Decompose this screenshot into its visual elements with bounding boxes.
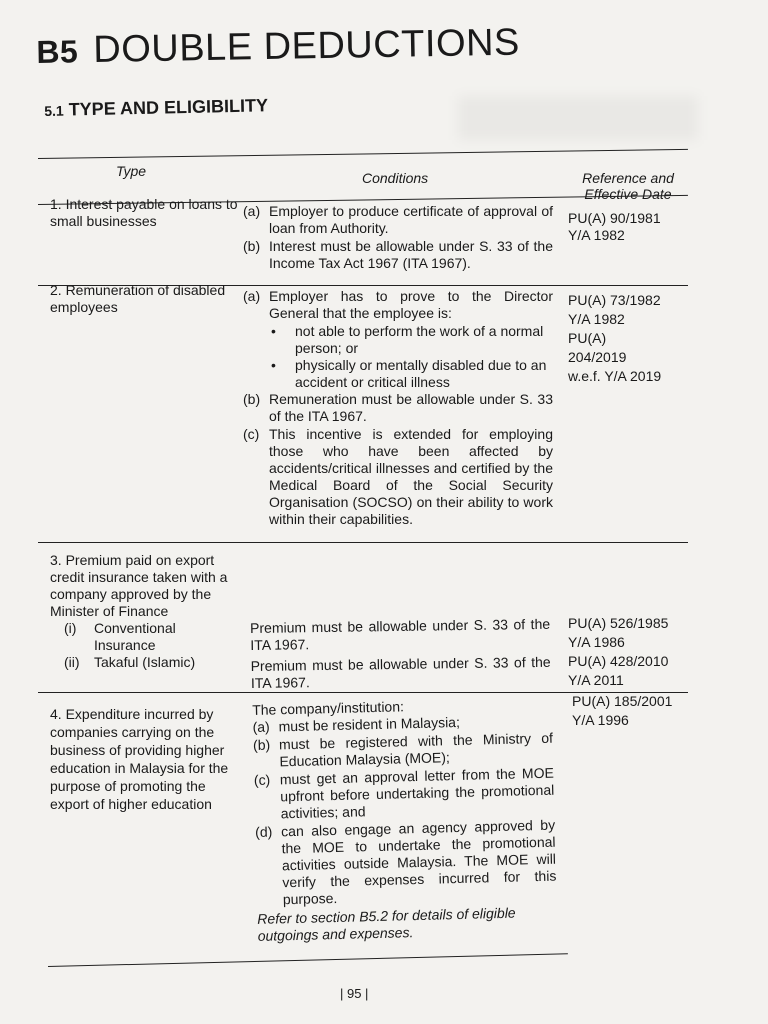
- table-bottom-rule: [48, 953, 568, 967]
- row-4-conditions: [252, 695, 558, 945]
- page-shadow: [458, 96, 698, 140]
- header-conditions: Conditions: [362, 170, 429, 186]
- table-top-rule: [38, 149, 688, 159]
- row-4-note: Refer to section B5.2 for details of eligible outgoings and expenses.: [257, 904, 516, 944]
- header-reference: Reference and Effective Date: [582, 170, 674, 202]
- row-2-reference: PU(A) 73/1982 Y/A 1982 PU(A) 204/2019 w.e.f. Y/A 2019: [568, 292, 662, 384]
- condition-item: (a) must be resident in Malaysia;: [252, 713, 461, 735]
- row-1-conditions: [243, 203, 553, 273]
- row-1-type: 1. Interest payable on loans to small businesses: [50, 196, 238, 229]
- header-type: Type: [116, 163, 147, 179]
- chapter-title-text: DOUBLE DEDUCTIONS: [92, 21, 521, 71]
- condition-item: (b) Remuneration must be allowable under S. 33 of the ITA 1967.: [243, 391, 553, 424]
- condition-item: (b) Interest must be allowable under S. 33 of the Income Tax Act 1967 (ITA 1967).: [243, 238, 553, 271]
- condition-bullet: • physically or mentally disabled due to an accident or critical illness: [271, 357, 547, 390]
- chapter-title: [36, 22, 520, 73]
- row-3-sub-item: (ii) Takaful (Islamic): [64, 654, 196, 670]
- row-3-type: 3. Premium paid on export credit insurance taken with a company approved by the Minister of Finance (i) Conventional Insurance (ii) Takaful (Islamic): [50, 552, 235, 671]
- condition-item: (a) Employer has to prove to the Director General that the employee is:: [243, 288, 553, 321]
- section-number: 5.1: [44, 102, 64, 119]
- condition-text: Premium must be allowable under S. 33 of the ITA 1967.: [250, 615, 551, 653]
- row-3-reference: PU(A) 526/1985 Y/A 1986 PU(A) 428/2010 Y/A 2011: [568, 615, 669, 688]
- row-3-conditions: [250, 616, 551, 692]
- row-4-intro: The company/institution:: [252, 698, 405, 718]
- condition-bullet: • not able to perform the work of a normal person; or: [271, 323, 544, 356]
- row-2-rule: [38, 542, 688, 543]
- condition-item: (c) must get an approval letter from the MOE upfront before undertaking the promotional activities; and: [253, 764, 555, 822]
- section-title-text: TYPE AND ELIGIBILITY: [68, 95, 269, 120]
- row-3-sub-item: (i) Conventional Insurance: [64, 620, 176, 653]
- condition-text: Premium must be allowable under S. 33 of the ITA 1967.: [250, 653, 551, 691]
- condition-item: (d) can also engage an agency approved by the MOE to undertake the promotional activities outside Malaysia. The MOE will verify the expenses incurred for this purpose.: [254, 816, 557, 908]
- row-4-type: 4. Expenditure incurred by companies carrying on the business of providing higher education in Malaysia for the purpose of promoting the export of higher education: [50, 706, 229, 812]
- condition-item: (c) This incentive is extended for employing those who have been affected by accidents/critical illnesses and certified by the Medical Board of the Social Security Organisation (SOCSO) on their ability to work within their capabilities.: [243, 426, 553, 527]
- page-number: | 95 |: [340, 986, 369, 1001]
- chapter-code: B5: [36, 33, 79, 70]
- row-2-conditions: [243, 288, 553, 529]
- row-1-reference: PU(A) 90/1981 Y/A 1982: [568, 210, 661, 243]
- row-2-type: 2. Remuneration of disabled employees: [50, 282, 226, 315]
- condition-item: (a) Employer to produce certificate of approval of loan from Authority.: [243, 203, 553, 236]
- condition-item: (b) must be registered with the Ministry of Education Malaysia (MOE);: [252, 729, 554, 770]
- section-title: [44, 95, 268, 121]
- row-4-reference: PU(A) 185/2001 Y/A 1996: [572, 693, 673, 728]
